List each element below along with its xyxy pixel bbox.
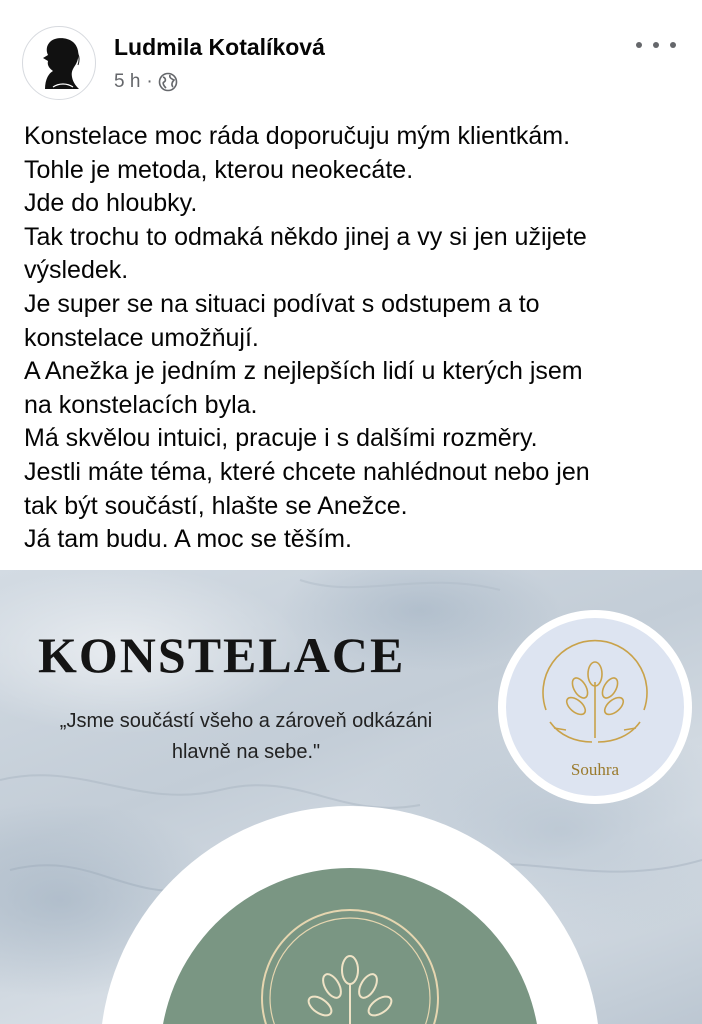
more-dot-icon	[636, 42, 642, 48]
post-text	[24, 120, 694, 557]
post-header	[0, 0, 702, 110]
post-meta	[114, 71, 178, 93]
post-text-line: Má skvělou intuici, pracuje i s dalšími rozměry.	[24, 424, 538, 453]
post-image[interactable]	[0, 570, 702, 1024]
logo-label: Souhra	[570, 760, 620, 779]
post-text-line: Já tam budu. A moc se těším.	[24, 525, 352, 554]
image-quote-line: hlavně na sebe."	[171, 741, 321, 763]
image-quote-line: „Jsme součástí všeho a zároveň odkázáni	[59, 710, 433, 732]
image-quote	[10, 706, 482, 768]
more-dot-icon	[653, 42, 659, 48]
silhouette-profile-icon	[23, 27, 96, 100]
meta-separator: ·	[146, 71, 153, 92]
more-options-button[interactable]	[636, 30, 676, 60]
tree-logo-icon	[160, 868, 540, 1024]
post-text-line: na konstelacích byla.	[24, 390, 258, 419]
post-text-line: konstelace umožňují.	[24, 323, 259, 352]
post-text-line: tak být součástí, hlašte se Anežce.	[24, 491, 408, 520]
green-circle-shape	[160, 868, 540, 1024]
globe-icon[interactable]	[158, 72, 178, 92]
post-time[interactable]: 5 h	[114, 71, 141, 92]
author-name[interactable]: Ludmila Kotalíková	[114, 34, 325, 60]
more-dot-icon	[670, 42, 676, 48]
post-text-line: A Anežka je jedním z nejlepších lidí u kterých jsem	[24, 357, 583, 386]
post-text-line: Jde do hloubky.	[24, 189, 198, 218]
post-text-line: Tohle je metoda, kterou neokecáte.	[24, 155, 414, 184]
post-text-line: Jestli máte téma, které chcete nahlédnout nebo jen	[24, 457, 590, 486]
souhra-logo-badge	[498, 610, 692, 804]
post-text-line: Je super se na situaci podívat s odstupem a to	[24, 289, 540, 318]
post-text-line: Konstelace moc ráda doporučuju mým klientkám.	[24, 122, 571, 150]
post-text-line: Tak trochu to odmaká někdo jinej a vy si jen užijete	[24, 222, 587, 251]
image-title: KONSTELACE	[38, 627, 406, 683]
post-text-line: výsledek.	[24, 256, 129, 285]
author-avatar[interactable]	[22, 26, 96, 100]
